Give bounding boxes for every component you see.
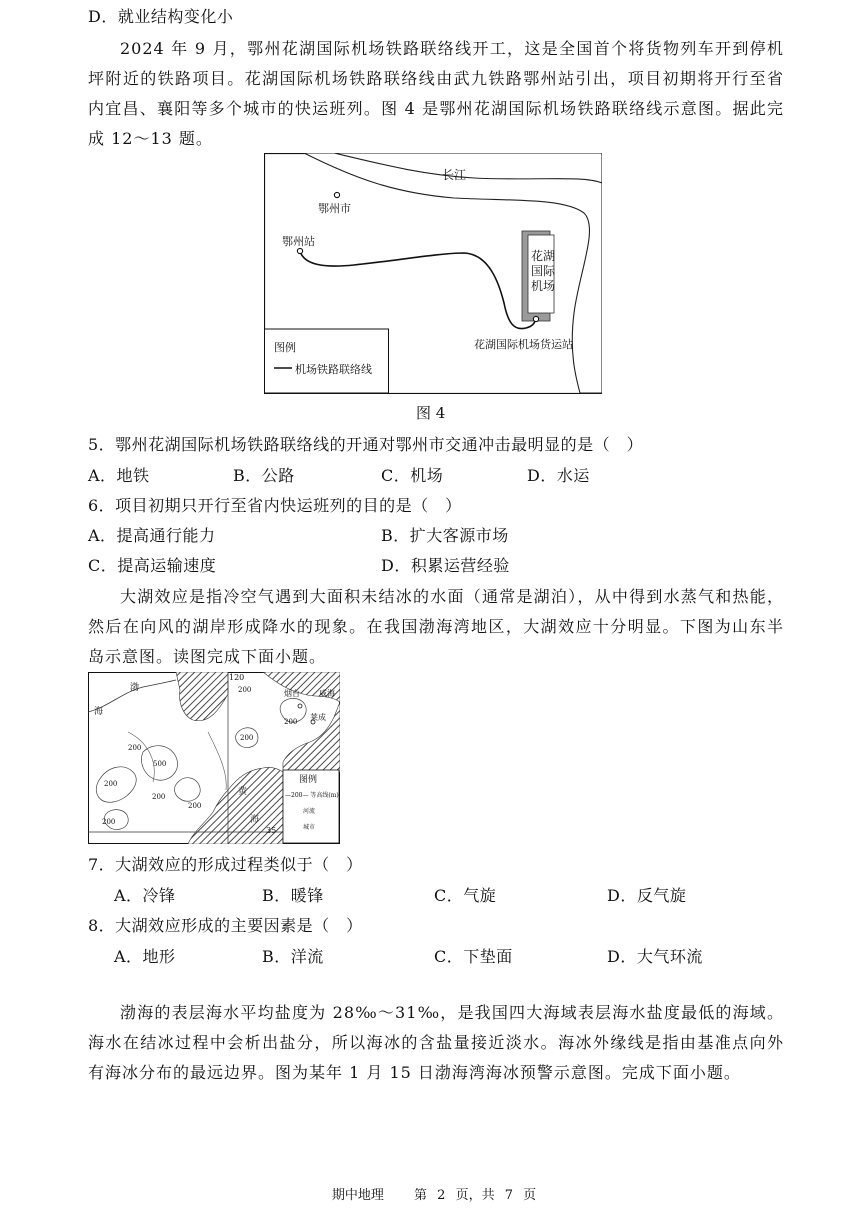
cargo-station-point [533, 316, 538, 321]
map2-contour-value: 500 [153, 760, 167, 768]
figure-4-caption: 图 4 [416, 404, 446, 422]
map2-legend-river: 河流 [303, 808, 316, 815]
q6-option-d[interactable]: D．积累运营经验 [381, 556, 510, 575]
map2-label-huang: 黄 [238, 787, 248, 797]
q6-option-b[interactable]: B．扩大客源市场 [381, 526, 509, 545]
page-footer [0, 1184, 868, 1203]
q8-option-d[interactable]: D．大气环流 [607, 947, 703, 966]
map2-label-yantai: 烟台 [284, 689, 300, 698]
map2-contour-value: 200 [102, 818, 116, 826]
map2-contour-value: 200 [284, 718, 298, 726]
label-airport: 花湖 国际 机场 [531, 249, 556, 293]
q8-option-b[interactable]: B．洋流 [262, 947, 324, 966]
footer-page-number: 第 2 页，共 7 页 [414, 1188, 537, 1203]
map2-legend-contour: —200— 等高线(m) [285, 792, 339, 799]
map2-contour-value: 200 [128, 744, 142, 752]
shandong-map-svg [88, 672, 340, 844]
map2-contour-value: 200 [240, 734, 254, 742]
question-8-stem: 8．大湖效应形成的主要因素是（ ） [88, 916, 363, 935]
q5-option-c[interactable]: C．机场 [381, 466, 444, 485]
intro-paragraph-airport-railway: 2024 年 9 月，鄂州花湖国际机场铁路联络线开工，这是全国首个将货物列车开到停机坪附近的铁路项目。花湖国际机场铁路联络线由武九铁路鄂州站引出，项目初期将开行至省内宜昌、襄阳等多个城市的快运班列。图 4 是鄂州花湖国际机场铁路联络线示意图。据此完成 12～13 题。 [88, 39, 784, 148]
shandong-peninsula-map [88, 672, 340, 844]
question-6-stem: 6．项目初期只开行至省内快运班列的目的是（ ） [88, 496, 462, 515]
q8-option-c[interactable]: C．下垫面 [434, 947, 513, 966]
ezhou-station-point [297, 248, 302, 253]
label-ezhou-city: 鄂州市 [318, 202, 351, 215]
label-ezhou-station: 鄂州站 [282, 235, 315, 248]
intro-paragraph-bohai-sea-ice: 渤海的表层海水平均盐度为 28‰～31‰，是我国四大海域表层海水盐度最低的海域。海水在结冰过程中会析出盐分，所以海冰的含盐量接近淡水。海冰外缘线是指由基准点向外有海冰分布的最远边界。图为某年 1 月 15 日渤海湾海冰预警示意图。完成下面小题。 [88, 1003, 784, 1082]
q5-option-a[interactable]: A．地铁 [88, 466, 150, 485]
q5-option-d[interactable]: D．水运 [527, 466, 590, 485]
label-cargo-station: 花湖国际机场货运站 [474, 338, 573, 351]
map2-label-bo: 渤 [130, 683, 140, 693]
question-5-stem: 5．鄂州花湖国际机场铁路联络线的开通对鄂州市交通冲击最明显的是（ ） [88, 435, 644, 454]
prev-question-option-d: D．就业结构变化小 [88, 7, 234, 26]
figure-4-map [264, 153, 602, 394]
figure-4-legend-title: 图例 [274, 341, 296, 354]
q7-option-a[interactable]: A．冷锋 [114, 886, 176, 905]
ezhou-city-point [334, 192, 339, 197]
map2-contour-value: 200 [188, 802, 202, 810]
q8-option-a[interactable]: A．地形 [114, 947, 176, 966]
map2-label-120: 120 [229, 673, 245, 682]
map2-label-hai: 海 [94, 707, 104, 717]
label-yangtze: 长江 [442, 168, 467, 182]
q7-option-b[interactable]: B．暖锋 [262, 886, 324, 905]
map2-label-hai2: 海 [250, 815, 260, 825]
question-7-stem: 7．大湖效应的形成过程类似于（ ） [88, 855, 363, 874]
q6-option-a[interactable]: A．提高通行能力 [88, 526, 216, 545]
map2-legend-city: 城市 [303, 824, 316, 831]
map2-label-weihai: 威海 [319, 689, 335, 698]
map2-label-laicheng: 莱成 [310, 713, 326, 722]
map2-contour-value: 200 [152, 793, 166, 801]
q7-option-d[interactable]: D．反气旋 [607, 886, 687, 905]
intro-paragraph-lake-effect: 大湖效应是指冷空气遇到大面积未结冰的水面（通常是湖泊），从中得到水蒸气和热能，然后在向风的湖岸形成降水的现象。在我国渤海湾地区，大湖效应十分明显。下图为山东半岛示意图。读图完成下面小题。 [88, 587, 784, 666]
city-point [298, 704, 302, 708]
q7-option-c[interactable]: C．气旋 [434, 886, 497, 905]
map2-contour-value: 200 [238, 686, 252, 694]
map2-label-35: 35 [266, 826, 277, 835]
q5-option-b[interactable]: B．公路 [233, 466, 295, 485]
figure-4-legend-item: 机场铁路联络线 [295, 363, 372, 376]
footer-subject: 期中地理 [331, 1188, 384, 1203]
q6-option-c[interactable]: C．提高运输速度 [88, 556, 217, 575]
map2-contour-value: 200 [104, 780, 118, 788]
map2-legend-title: 图例 [299, 775, 318, 785]
